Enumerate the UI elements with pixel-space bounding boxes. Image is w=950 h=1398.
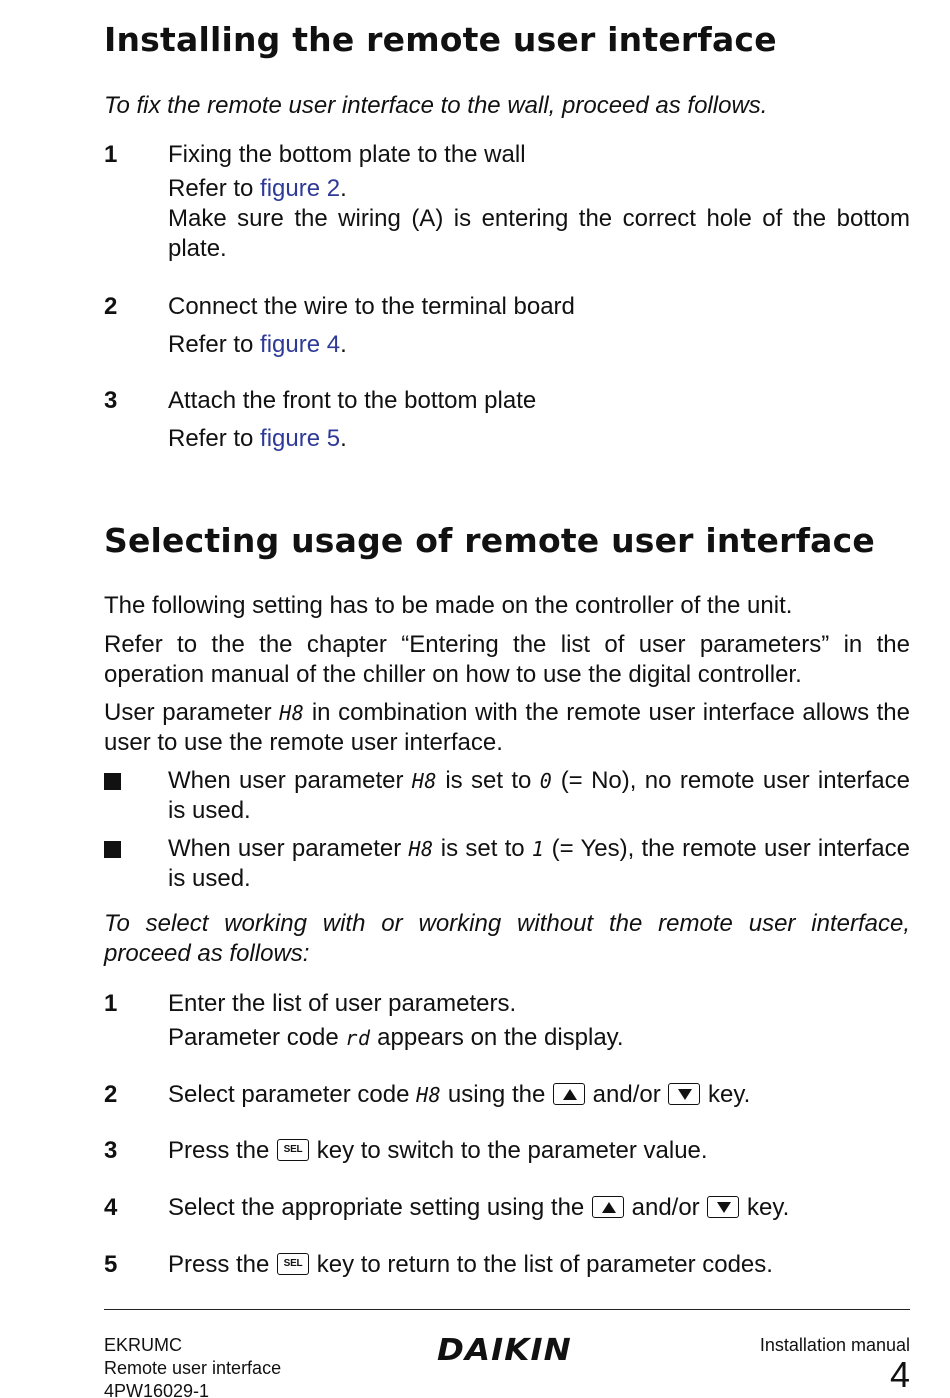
refer-suffix: . [340, 425, 347, 452]
step-number: 2 [104, 1081, 118, 1108]
figure-link[interactable]: figure 4 [260, 331, 341, 358]
step-number: 1 [104, 990, 118, 1017]
text: using the [441, 1081, 552, 1108]
down-arrow-key-icon [707, 1196, 739, 1218]
figure-link[interactable]: figure 2 [260, 175, 341, 202]
bullet-square-icon [104, 773, 121, 790]
figure-link[interactable]: figure 5 [260, 425, 341, 452]
refer-text: Refer to [168, 175, 261, 202]
sel-key-icon [277, 1139, 309, 1161]
step-text: Fixing the bottom plate to the wall [168, 141, 526, 168]
text: and/or [585, 1081, 668, 1108]
step-text: Enter the list of user parameters. [168, 990, 517, 1017]
text: Press the [168, 1137, 277, 1164]
manual-page [104, 0, 910, 1398]
text: Select the appropriate setting using the [168, 1194, 591, 1221]
footer-doc-code: 4PW16029-1 [104, 1381, 210, 1398]
step-item [104, 1250, 910, 1280]
text: appears on the display. [370, 1024, 624, 1051]
bullet-square-icon [104, 841, 121, 858]
text: key to switch to the parameter value. [310, 1137, 708, 1164]
text: is set to [433, 835, 532, 862]
footer-model: EKRUMC [104, 1335, 183, 1355]
step-item [104, 1193, 910, 1223]
lcd-value: 0 [539, 769, 553, 793]
lcd-code: H8 [416, 1083, 442, 1107]
lcd-code: rd [345, 1026, 371, 1050]
sel-key-label: SEL [283, 1258, 303, 1269]
lcd-value: 1 [531, 837, 545, 861]
step-note: Make sure the wiring (A) is entering the correct hole of the bottom plate. [168, 205, 910, 262]
lcd-code: H8 [279, 701, 305, 725]
daikin-logo: DAIKIN [437, 1333, 572, 1368]
step-number: 1 [104, 141, 118, 168]
sel-key-label: SEL [283, 1144, 303, 1155]
refer-suffix: . [340, 331, 347, 358]
section-title-installing: Installing the remote user interface [104, 20, 777, 59]
step-item [104, 1136, 910, 1166]
text: and/or [624, 1194, 707, 1221]
step-item [104, 989, 910, 1053]
step-number: 5 [104, 1251, 118, 1278]
paragraph [104, 698, 910, 758]
text: When user parameter [168, 835, 409, 862]
lcd-code: H8 [408, 837, 434, 861]
bullet-item [104, 766, 910, 826]
sel-key-icon [277, 1253, 309, 1275]
text: is set to [436, 767, 540, 794]
step-text: Attach the front to the bottom plate [168, 387, 537, 414]
step-number: 2 [104, 293, 118, 320]
text: Press the [168, 1251, 277, 1278]
refer-suffix: . [340, 175, 347, 202]
text: (= No), no remote user interface is used. [168, 767, 910, 824]
step-number: 3 [104, 387, 118, 414]
footer-divider [104, 1309, 910, 1310]
text: key. [701, 1081, 751, 1108]
text: (= Yes), the remote user interface is used. [168, 835, 910, 892]
step-item [104, 386, 910, 454]
lcd-code: H8 [411, 769, 437, 793]
paragraph: The following setting has to be made on the controller of the unit. [104, 592, 793, 619]
step-item [104, 140, 910, 264]
footer-manual: Installation manual [759, 1335, 910, 1355]
section-intro: To select working with or working without the remote user interface, proceed as follows: [104, 910, 910, 967]
step-number: 3 [104, 1137, 118, 1164]
section-intro: To fix the remote user interface to the wall, proceed as follows. [104, 92, 768, 119]
text: Parameter code [168, 1024, 346, 1051]
section-title-selecting: Selecting usage of remote user interface [104, 521, 875, 560]
text: When user parameter [168, 767, 412, 794]
text: Select parameter code [168, 1081, 417, 1108]
text: key. [740, 1194, 790, 1221]
up-arrow-key-icon [553, 1083, 585, 1105]
up-arrow-key-icon [592, 1196, 624, 1218]
footer-product: Remote user interface [104, 1358, 282, 1378]
text: User parameter [104, 699, 280, 726]
refer-text: Refer to [168, 331, 261, 358]
text: key to return to the list of parameter codes. [310, 1251, 773, 1278]
step-number: 4 [104, 1194, 118, 1221]
paragraph: Refer to the the chapter “Entering the list of user parameters” in the operation manual of the chiller on how to use the digital controller. [104, 631, 910, 688]
refer-text: Refer to [168, 425, 261, 452]
down-arrow-key-icon [668, 1083, 700, 1105]
page-number: 4 [889, 1354, 910, 1395]
step-item [104, 1080, 910, 1110]
footer-left [104, 1334, 281, 1398]
step-text: Connect the wire to the terminal board [168, 293, 575, 320]
step-item [104, 292, 910, 360]
bullet-item [104, 834, 910, 894]
text: in combination with the remote user interface allows the user to use the remote user interface. [104, 699, 910, 756]
